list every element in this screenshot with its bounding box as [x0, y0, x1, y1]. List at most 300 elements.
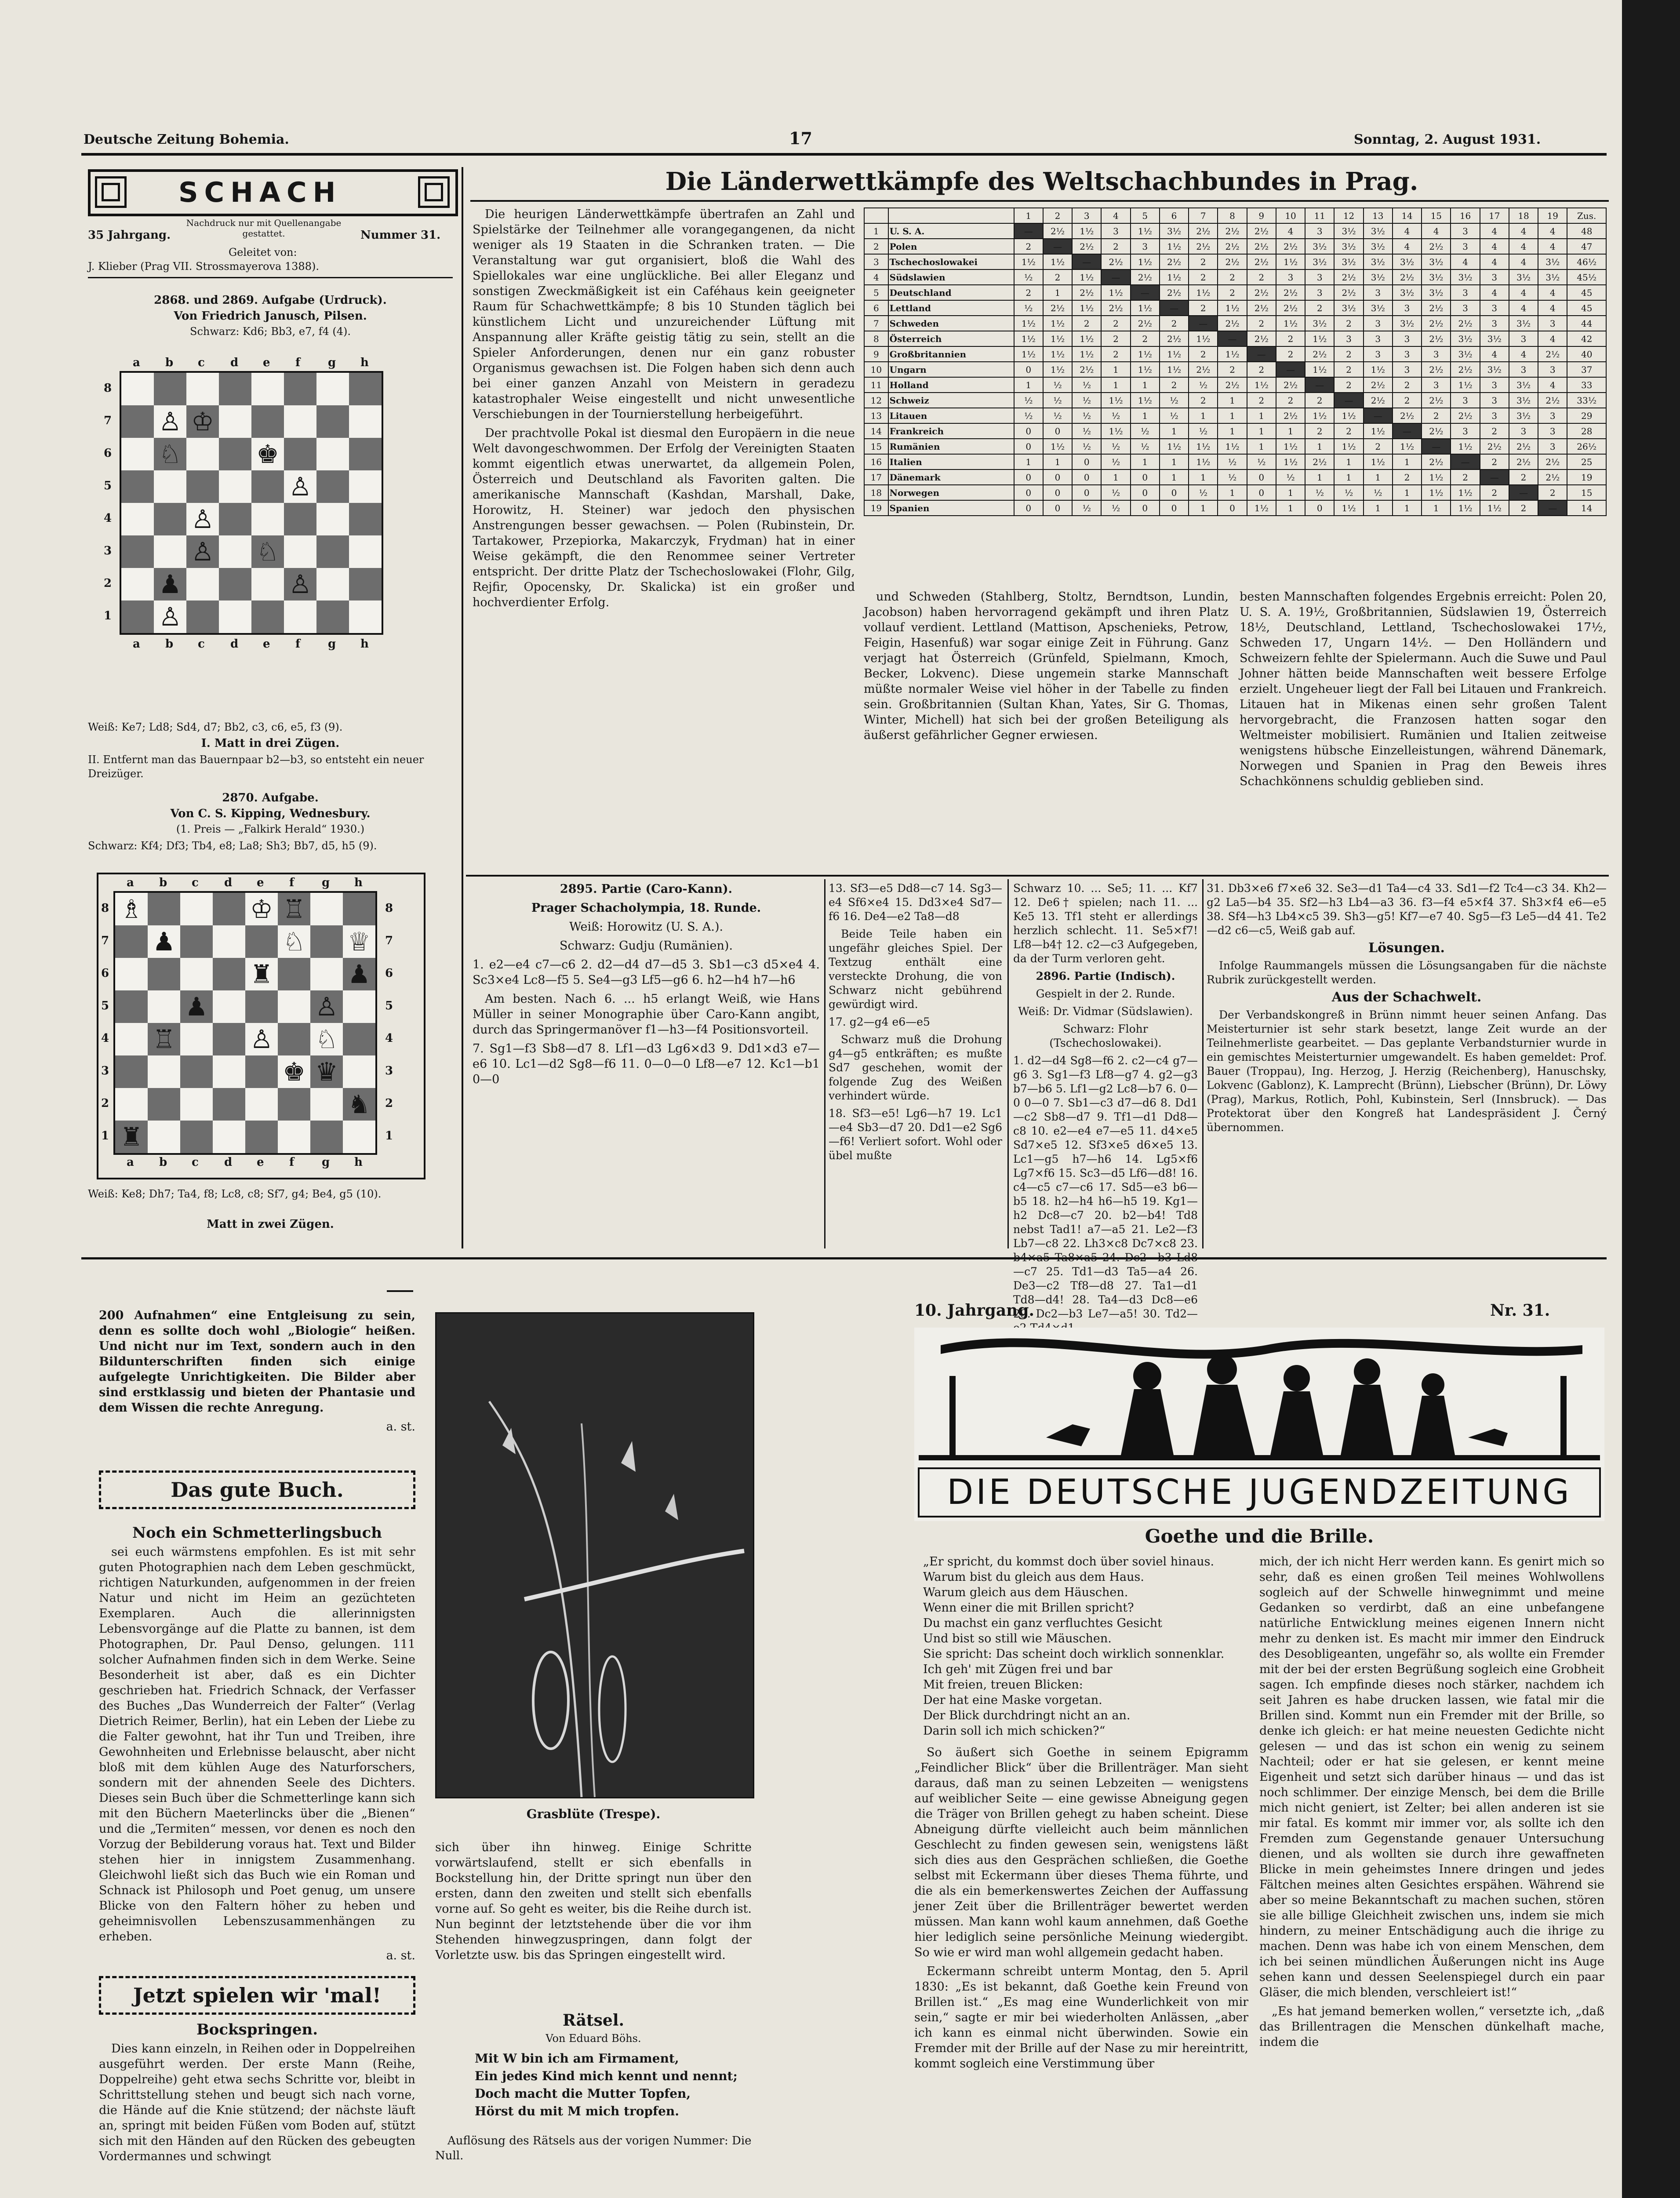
crosstable-cell: 2½ [1072, 239, 1101, 254]
crosstable-cell: 4 [1538, 239, 1567, 254]
crosstable-country: Polen [888, 239, 1014, 254]
crosstable-cell: ½ [1014, 269, 1043, 285]
game2895-event: Prager Schacholympia, 18. Runde. [531, 901, 761, 915]
crosstable-cell: 2 [1480, 454, 1509, 469]
crosstable-cell: 2½ [1276, 285, 1305, 300]
chessworld-text: Der Verbandskongreß in Brünn nimmt heuer seinen Anfang. Das Meisterturnier ist sehr stark besetzt, lange Zeit wurde an der Teilnehmerliste gearbeitet. — Das geplante Verbandsturnier wurde in ein gemischtes Meisterturnier umgewandelt. Es haben gemeldet: Prof. Bauer (Troppau), Ing. Herzog, J. Herzig (Reichenberg), Hanuschsky, Lokvenc (Gablonz), K. Lamprecht (Brünn), Liebscher (Brünn), Dr. Löwy (Prag), Markus, Rotlich, Pohl, Kubinstein, Serl (Innsbruck). — Das Protektorat über den Kongreß hat Landespräsident J. Černý übernommen. [1207, 1008, 1607, 1134]
board-square: ♙ [186, 535, 219, 568]
crosstable-cell: 3 [1393, 362, 1422, 377]
crosstable-cell: 2 [1276, 346, 1305, 362]
crosstable-cell: 3½ [1160, 223, 1189, 239]
board-square [316, 503, 349, 535]
board-square: ♕ [343, 925, 375, 958]
board2-grid [113, 891, 377, 1155]
crosstable-cell: 2 [1451, 469, 1480, 485]
poem-line: Sie spricht: Das scheint doch wirklich sonnenklar. [923, 1647, 1225, 1661]
crosstable-cell: 2 [1014, 239, 1043, 254]
crosstable-cell: 3½ [1364, 269, 1393, 285]
crosstable-cell: 3 [1393, 331, 1422, 346]
board-square [213, 925, 245, 958]
crosstable-cell: ½ [1043, 377, 1072, 393]
crosstable-cell: 2½ [1451, 362, 1480, 377]
crosstable-cell: 2½ [1538, 393, 1567, 408]
crosstable-cell: 2½ [1131, 269, 1160, 285]
crosstable-row [864, 469, 1606, 485]
board-coordinate-label: e [263, 637, 270, 651]
crosstable-rank: 17 [864, 469, 888, 485]
crosstable-cell: 48 [1567, 223, 1606, 239]
board-square [310, 925, 343, 958]
crosstable-cell: 3½ [1480, 362, 1509, 377]
crosstable-cell: 1½ [1101, 423, 1130, 439]
crosstable-header-cell: 8 [1218, 208, 1247, 223]
crosstable-cell: 1 [1131, 408, 1160, 423]
crosstable-cell: 2 [1218, 285, 1247, 300]
crosstable-header-cell: 4 [1101, 208, 1130, 223]
crosstable-cell: 1½ [1451, 485, 1480, 500]
crosstable-cell: 2 [1480, 485, 1509, 500]
crosstable-cell: 1½ [1131, 223, 1160, 239]
crosstable-cell: 3 [1538, 439, 1567, 454]
crosstable-country: Dänemark [888, 469, 1014, 485]
board-square [154, 503, 186, 535]
crosstable-header-cell: 3 [1072, 208, 1101, 223]
board-square [245, 1088, 278, 1121]
crosstable-cell: 3 [1422, 346, 1451, 362]
board-square: ♔ [186, 405, 219, 438]
crosstable-cell: 2½ [1422, 362, 1451, 377]
crosstable-cell: 28 [1567, 423, 1606, 439]
games-rule [466, 875, 1609, 877]
chess-year: 35 Jahrgang. [88, 229, 171, 242]
crosstable-cell: 1½ [1043, 254, 1072, 269]
crosstable-cell: — [1305, 377, 1334, 393]
board-square [115, 1088, 148, 1121]
crosstable-cell: ½ [1014, 393, 1043, 408]
board-coordinate-label: e [257, 876, 264, 889]
crosstable-cell: 2 [1189, 269, 1218, 285]
game2896-cont: 31. Db3×e6 f7×e6 32. Se3—d1 Ta4—c4 33. Sd1—f2 Tc4—c3 34. Kh2—g2 La5—b4 35. Sf2—h3 Lb4—a3 36. f3—f4 e5×f4 37. Sh3×f4 e6—e5 38. Sf4—h3 Lb4×c5 39. Sh3—g5! Kf7—e7 40. Sg5—f3 Le5—d4 41. Te2—d2 c6—c5, Weiß gab auf. [1207, 882, 1607, 937]
board-square [219, 373, 251, 405]
crosstable-cell: 3½ [1451, 346, 1480, 362]
board-square [121, 470, 154, 503]
crosstable-cell: — [1014, 223, 1043, 239]
crosstable-row [864, 300, 1606, 316]
crosstable-cell: 4 [1393, 223, 1422, 239]
game2896-col [1013, 881, 1198, 1320]
crosstable-cell: 3 [1305, 269, 1334, 285]
crosstable-rank: 1 [864, 223, 888, 239]
crosstable-rank: 7 [864, 316, 888, 331]
masthead-left: Deutsche Zeitung Bohemia. [84, 132, 289, 147]
poem-line: Warum gleich aus dem Häuschen. [923, 1586, 1128, 1599]
crosstable-cell: 3 [1364, 316, 1393, 331]
crosstable-cell: 2½ [1422, 300, 1451, 316]
crosstable-cell: — [1247, 346, 1276, 362]
youth-number: Nr. 31. [1490, 1301, 1550, 1320]
crosstable-cell: 2 [1160, 316, 1189, 331]
olympiad-body3-text: und Schweden (Stahlberg, Stoltz, Berndtson, Lundin, Jacobson) haben hervorragend gekämpft und ihren Platz vollauf verdient. Lettland (Mattison, Apschenieks, Petrow, Feigin, Hasenfuß) war sogar einige Zeit in Führung. Ganz verjagt hat Österreich (Grünfeld, Spielmann, Kmoch, Becker, Lokvenc). Diese ungemein starke Mannschaft müßte normaler Weise viel höher in der Tabelle zu finden sein. Großbritannien (Sultan Khan, Yates, Sir G. Thomas, Winter, Michell) hat sich bei der großen Beteiligung als äußerst gefährlicher Gegner erwiesen. [864, 590, 1229, 742]
board-square [349, 438, 382, 470]
crosstable-cell: 1½ [1014, 346, 1043, 362]
crosstable-cell: 2 [1393, 393, 1422, 408]
crosstable-cell: — [1276, 362, 1305, 377]
crosstable-cell: ½ [1101, 500, 1130, 516]
board-square [115, 1055, 148, 1088]
crosstable-cell: 2½ [1218, 316, 1247, 331]
crosstable-cell: 2½ [1393, 408, 1422, 423]
crosstable-country: Schweden [888, 316, 1014, 331]
crosstable-cell: 1½ [1131, 346, 1160, 362]
board-square [251, 373, 284, 405]
olympiad-intro-text: Die heurigen Länderwettkämpfe übertrafen an Zahl und Spielstärke der Teilnehmer alle vorangegangenen, da nicht weniger als 19 Staaten in die Schranken traten. — Die Veranstaltung war gut organisiert, bloß die Wahl des Spiellokales war eine unglückliche. Bei aller Eleganz und sonstigen Zweckmäßigkeit ist ein Caféhaus kein geeigneter Raum für Schachwettkämpfe; 8 bis 10 Stunden täglich bei künstlichem Licht und unzureichender Lüftung mit Anspannung aller Kräfte geistig tätig zu sein, stellt an die Spieler Anforderungen, denen nur ein ganz robuster Organismus gewachsen ist. Die Folgen haben sich denn auch bei einer ganzen Anzahl von Meistern in geradezu katastrophaler Weise eingestellt und nicht unwesentliche Verschiebungen in der Tournierstellung herbeigeführt. [473, 207, 855, 421]
crosstable-cell: — [1451, 454, 1480, 469]
board1-file-labels-top [120, 356, 384, 369]
crosstable-cell: — [1509, 485, 1538, 500]
chessboard-1 [101, 356, 382, 690]
crosstable-cell: 0 [1014, 500, 1043, 516]
goethe-poem [914, 1554, 1248, 1739]
riddle-line: Mit W bin ich am Firmament, [475, 2051, 679, 2066]
crosstable-cell: 2½ [1247, 331, 1276, 346]
game2896-cont-col [1207, 881, 1607, 1246]
crosstable-cell: 3 [1480, 408, 1509, 423]
crosstable-cell: 0 [1014, 469, 1043, 485]
board-square: ♛ [310, 1055, 343, 1088]
crosstable-cell: 1½ [1189, 331, 1218, 346]
crosstable-cell: 1 [1014, 377, 1043, 393]
crosstable-cell: 2 [1538, 485, 1567, 500]
crosstable-cell: 2½ [1247, 223, 1276, 239]
crosstable-cell: 2½ [1538, 346, 1567, 362]
crosstable-cell: ½ [1131, 423, 1160, 439]
board-square: ♖ [148, 1023, 180, 1055]
board-square [316, 405, 349, 438]
crosstable-cell: 14 [1567, 500, 1606, 516]
board-square: ♙ [186, 503, 219, 535]
crosstable-cell: 1½ [1043, 316, 1072, 331]
crosstable-rank: 8 [864, 331, 888, 346]
crosstable-row [864, 269, 1606, 285]
board-square [349, 600, 382, 633]
crosstable-cell: 33 [1567, 377, 1606, 393]
board-square [115, 925, 148, 958]
crosstable-cell: ½ [1334, 485, 1363, 500]
board-coordinate-label: e [257, 1156, 264, 1169]
crosstable-cell: 0 [1218, 500, 1247, 516]
crosstable-cell: 1 [1218, 408, 1247, 423]
crosstable-cell: ½ [1072, 408, 1101, 423]
crosstable-cell: ½ [1043, 408, 1072, 423]
crosstable-cell: 2½ [1364, 393, 1393, 408]
crosstable-rank: 3 [864, 254, 888, 269]
crosstable-cell: — [1072, 254, 1101, 269]
crosstable-cell: 2 [1131, 331, 1160, 346]
board-coordinate-label: d [224, 1156, 233, 1169]
poem-line: Mit freien, treuen Blicken: [923, 1678, 1083, 1692]
board-square [213, 1121, 245, 1153]
board-square [148, 893, 180, 925]
game2895-white: Weiß: Horowitz (U. S. A.). [569, 920, 724, 934]
riddle-author: Von Eduard Böhs. [545, 2032, 641, 2045]
board-coordinate-label: h [354, 1156, 363, 1169]
crosstable-cell: 2 [1014, 285, 1043, 300]
crosstable-cell: 2 [1101, 239, 1130, 254]
board-coordinate-label: f [289, 1156, 295, 1169]
board-coordinate-label: 2 [104, 577, 112, 590]
page-number: 17 [789, 128, 812, 148]
board-square [148, 990, 180, 1023]
crosstable-cell: 2½ [1247, 285, 1276, 300]
board-square [186, 373, 219, 405]
olympiad-body4-text: besten Mannschaften folgendes Ergebnis erreicht: Polen 20, U. S. A. 19½, Großbritannien, Südslawien 19, Österreich 18½, Deutschland, Lettland, Tschechoslowakei 17½, Schweden 17, Ungarn 14½. — Den Holländern und Schweizern fehlte der Spielermann. Auch die Suwe und Paul Johner hätten beide Mannschaften weit bessere Erfolge erzielt. Ungeheuer liegt der Fall bei Litauen und Frankreich. Litauen hat in Mikenas einen sehr großen Talent hervorgebracht, die Franzosen hatten sogar den Weltmeister mobilisiert. Rumänien und Italien zeitweise wenigstens hübsche Einzelleistungen, während Dänemark, Norwegen und Spanien in Prag den Beweis ihres Schachkönnens schuldig geblieben sind. [1240, 590, 1607, 788]
crosstable-cell: 2 [1247, 316, 1276, 331]
board-square [251, 405, 284, 438]
solutions-title: Lösungen. [1368, 940, 1445, 956]
crosstable-cell: ½ [1131, 439, 1160, 454]
crosstable-cell: — [1538, 500, 1567, 516]
board-square: ♘ [278, 925, 310, 958]
board-square [316, 535, 349, 568]
poem-line: Darin soll ich mich schicken?“ [923, 1724, 1105, 1738]
crosstable-cell: ½ [1276, 469, 1305, 485]
crosstable-cell: 2½ [1334, 285, 1363, 300]
board-coordinate-label: 6 [385, 967, 393, 980]
crosstable-cell: 1½ [1014, 331, 1043, 346]
crosstable-cell: ½ [1072, 423, 1101, 439]
olympiad-intro [473, 207, 855, 866]
crosstable-cell: 3 [1451, 223, 1480, 239]
crosstable-cell: 1½ [1305, 362, 1334, 377]
board-square [115, 958, 148, 990]
board-square: ♙ [154, 405, 186, 438]
crosstable-cell: 1½ [1480, 500, 1509, 516]
crosstable-cell: 0 [1131, 500, 1160, 516]
board-square [349, 535, 382, 568]
crosstable-cell: 2½ [1538, 454, 1567, 469]
board-square: ♘ [251, 535, 284, 568]
board-square [180, 1055, 213, 1088]
goethe-col1 [914, 1554, 1248, 2198]
crosstable-cell: 1 [1422, 500, 1451, 516]
crosstable-cell: 1½ [1451, 439, 1480, 454]
board2-rank-labels-right [382, 893, 396, 1153]
crosstable-cell: 2 [1276, 393, 1305, 408]
board-coordinate-label: f [295, 356, 301, 369]
crosstable-row [864, 393, 1606, 408]
crosstable-cell: 2½ [1364, 377, 1393, 393]
board-square [284, 373, 316, 405]
board-square [186, 568, 219, 600]
grass-photo [435, 1312, 754, 1798]
crosstable-header-cell: 12 [1334, 208, 1363, 223]
chess-editor: J. Klieber (Prag VII. Strossmayerova 1388). [88, 260, 319, 273]
goethe-title: Goethe und die Brille. [1145, 1525, 1374, 1547]
crosstable-cell: 1 [1160, 469, 1189, 485]
crosstable-cell: 2 [1101, 346, 1130, 362]
chess-number: Nummer 31. [360, 229, 441, 242]
crosstable-cell: 0 [1043, 500, 1072, 516]
crosstable-cell: 3 [1393, 300, 1422, 316]
crosstable-cell: 0 [1043, 469, 1072, 485]
crosstable-cell: 3½ [1509, 377, 1538, 393]
crosstable-cell: 1½ [1101, 393, 1130, 408]
board-square [278, 1121, 310, 1153]
crosstable-rank: 9 [864, 346, 888, 362]
crosstable-cell: 2½ [1189, 223, 1218, 239]
board-square: ♜ [115, 1121, 148, 1153]
crosstable-cell: 2 [1305, 300, 1334, 316]
crosstable-cell: 3 [1451, 239, 1480, 254]
board-square: ♚ [278, 1055, 310, 1088]
crosstable-cell: 1½ [1364, 454, 1393, 469]
crosstable-cell: 2½ [1509, 454, 1538, 469]
crosstable-cell: 3 [1509, 362, 1538, 377]
crosstable-cell: 2½ [1422, 316, 1451, 331]
crosstable-cell: 2 [1422, 408, 1451, 423]
board-coordinate-label: d [224, 876, 233, 889]
poem-line: Warum bist du gleich aus dem Haus. [923, 1570, 1144, 1584]
crosstable-cell: ½ [1072, 377, 1101, 393]
crosstable-cell: 1½ [1218, 439, 1247, 454]
crosstable-cell: 3½ [1393, 285, 1422, 300]
crosstable-cell: 1 [1276, 485, 1305, 500]
crosstable-cell: 2 [1101, 316, 1130, 331]
crosstable-rank: 4 [864, 269, 888, 285]
crosstable-cell: 2½ [1422, 393, 1451, 408]
board-square [245, 925, 278, 958]
games-head: Bockspringen. [196, 2021, 318, 2038]
crosstable-header-cell: 15 [1422, 208, 1451, 223]
crosstable-cell: 1½ [1160, 269, 1189, 285]
goethe-col2b-text: „Es hat jemand bemerken wollen,“ versetzte ich, „daß das Brillentragen die Menschen dünkelhaft mache, indem die [1259, 2005, 1604, 2049]
board-square: ♙ [310, 990, 343, 1023]
crosstable-cell: 2 [1276, 331, 1305, 346]
board-coordinate-label: h [360, 356, 369, 369]
board-coordinate-label: 4 [104, 512, 112, 525]
crosstable-cell: 2 [1334, 346, 1363, 362]
crosstable-cell: 4 [1538, 300, 1567, 316]
crosstable-cell: 2½ [1422, 239, 1451, 254]
crosstable-cell: 2½ [1189, 362, 1218, 377]
crosstable-cell: 4 [1538, 377, 1567, 393]
crosstable-cell: 1½ [1451, 377, 1480, 393]
crosstable-header-cell: 16 [1451, 208, 1480, 223]
crosstable-cell: 0 [1160, 485, 1189, 500]
board-square: ♟ [154, 568, 186, 600]
book-review-intro: 200 Aufnahmen“ eine Entgleisung zu sein, denn es sollte doch wohl „Biologie“ heißen. Und nicht nur im Text, sondern auch in den Bildunterschriften finden sich einige aufgelegte Unrichtigkeiten. Die Bilder aber sind erstklassig und bieten der Phantasie und dem Wissen die rechte Anregung. [99, 1309, 415, 1415]
crosstable-cell: 29 [1567, 408, 1606, 423]
page-edge [1622, 0, 1680, 2198]
crosstable-cell: 1½ [1072, 300, 1101, 316]
goethe-col1-text: So äußert sich Goethe in seinem Epigramm „Feindlicher Blick“ über die Brillenträger. Man sieht daraus, daß man zu seinen Lebzeiten — wenigstens auf weiblicher Seite — eine gewisse Abneigung gegen die Träger von Brillen gehegt zu haben scheint. Diese Abneigung dürfte vielleicht auch beim männlichen Geschlecht zu finden gewesen sein, wenigstens läßt sich dies aus den Gesprächen schließen, die Goethe selbst mit Eckermann über dieses Thema führte, und die als ein bemerkenswertes Zeichen der Auffassung jener Zeit über die Brillenträger bewertet werden müssen. Man kann wohl kaum annehmen, daß Goethe hier lediglich seine persönliche Meinung wiedergibt. So wie er wird man wohl allgemein gedacht haben. [914, 1746, 1248, 1959]
good-book-title: Das gute Buch. [171, 1478, 344, 1502]
masthead-rule [81, 153, 1607, 156]
crosstable-cell: 0 [1014, 423, 1043, 439]
crosstable-cell: 1 [1189, 408, 1218, 423]
game2895-note3: Schwarz muß die Drohung g4—g5 entkräften; es mußte Sd7 geschehen, womit der folgende Zug des Weißen verhindert würde. [829, 1033, 1002, 1102]
crosstable-header-cell [888, 208, 1014, 223]
olympiad-body2: Der prachtvolle Pokal ist diesmal den Europäern in die neue Welt davongeschwommen. Der Erfolg der Vereinigten Staaten kommt eigentlich etwas unerwartet, da allgemein Polen, Österreich und Deutschland als Favoriten galten. Die amerikanische Mannschaft (Kashdan, Marshall, Dake, Horowitz, H. Steiner) war jedoch den physischen Anstrengungen besser gewachsen. — Polen (Rubinstein, Dr. Tartakower, Przepiorka, Makarczyk, Frydman) hat in einer Weise gekämpft, die den Renommee seiner Vertreter entspricht. Der dritte Platz der Tschechoslowakei (Flohr, Gilg, Rejfir, Opocensky, Dr. Skalicka) ist ein großer und hochverdienter Erfolg. [473, 426, 855, 609]
crosstable-row [864, 285, 1606, 300]
board-square [284, 535, 316, 568]
board-square: ♟ [343, 958, 375, 990]
crosstable-cell: 0 [1072, 485, 1101, 500]
crosstable-rank: 6 [864, 300, 888, 316]
crosstable-cell: ½ [1101, 408, 1130, 423]
crosstable-cell: 45 [1567, 285, 1606, 300]
crosstable-cell: 2½ [1276, 239, 1305, 254]
crosstable-cell: 1 [1189, 500, 1218, 516]
crosstable-cell: 3½ [1422, 269, 1451, 285]
book-review-sign1: a. st. [386, 1420, 415, 1434]
crosstable-cell: 2 [1101, 331, 1130, 346]
board-square [213, 1055, 245, 1088]
crosstable-cell: 1½ [1189, 439, 1218, 454]
games-col2 [435, 1840, 752, 2016]
crosstable-row [864, 377, 1606, 393]
crosstable-cell: 2 [1305, 393, 1334, 408]
crosstable-cell: — [1334, 393, 1363, 408]
board-square [219, 438, 251, 470]
crosstable-cell: 1½ [1072, 331, 1101, 346]
riddle-line: Hörst du mit M mich tropfen. [475, 2104, 680, 2118]
crosstable-cell: 2½ [1305, 346, 1334, 362]
crosstable-cell: 42 [1567, 331, 1606, 346]
crosstable-cell: 4 [1509, 239, 1538, 254]
crosstable-cell: 1 [1247, 423, 1276, 439]
problem2-white: Weiß: Ke8; Dh7; Ta4, f8; Lc8, c8; Sf7, g4; Be4, g5 (10). [88, 1188, 382, 1200]
photo-caption: Grasblüte (Trespe). [526, 1807, 661, 1821]
board-square [251, 503, 284, 535]
crosstable-cell: 2½ [1276, 300, 1305, 316]
crosstable-header-cell: 18 [1509, 208, 1538, 223]
crosstable-cell: 4 [1509, 346, 1538, 362]
crosstable-cell: 0 [1131, 469, 1160, 485]
crosstable-cell: 1 [1043, 454, 1072, 469]
crosstable-cell: 1 [1131, 377, 1160, 393]
crosstable-cell: 3½ [1538, 269, 1567, 285]
crosstable-cell: 3½ [1509, 408, 1538, 423]
crosstable-rank: 15 [864, 439, 888, 454]
crosstable-cell: 2½ [1422, 423, 1451, 439]
crosstable-cell: 2 [1364, 439, 1393, 454]
crosstable-cell: 1 [1364, 469, 1393, 485]
crosstable-cell: ½ [1014, 408, 1043, 423]
crosstable-cell: 1½ [1451, 500, 1480, 516]
game2895-col1 [473, 881, 820, 1246]
crosstable-row [864, 500, 1606, 516]
problem1-stipulation2: II. Entfernt man das Bauernpaar b2—b3, so entsteht ein neuer Dreizüger. [88, 753, 424, 780]
lower-left-col1 [99, 1308, 415, 1497]
crosstable-cell: 19 [1567, 469, 1606, 485]
crosstable-cell: 3½ [1480, 331, 1509, 346]
crosstable-header-cell: 7 [1189, 208, 1218, 223]
crosstable-cell: 2 [1189, 393, 1218, 408]
crosstable-cell: 2 [1509, 469, 1538, 485]
game2895-moves3: 13. Sf3—e5 Dd8—c7 14. Sg3—e4 Sf6×e4 15. Dd3×e4 Sd7—f6 16. De4—e2 Ta8—d8 [829, 882, 1002, 923]
crosstable-cell: 26½ [1567, 439, 1606, 454]
crosstable-cell: 2½ [1247, 254, 1276, 269]
crosstable-cell: 1½ [1160, 362, 1189, 377]
board-square [121, 503, 154, 535]
crosstable-cell: 1 [1305, 439, 1334, 454]
crosstable-country: Litauen [888, 408, 1014, 423]
crosstable-cell: 1½ [1160, 346, 1189, 362]
crosstable-row [864, 454, 1606, 469]
crosstable-cell: 1½ [1160, 439, 1189, 454]
board-square [251, 600, 284, 633]
